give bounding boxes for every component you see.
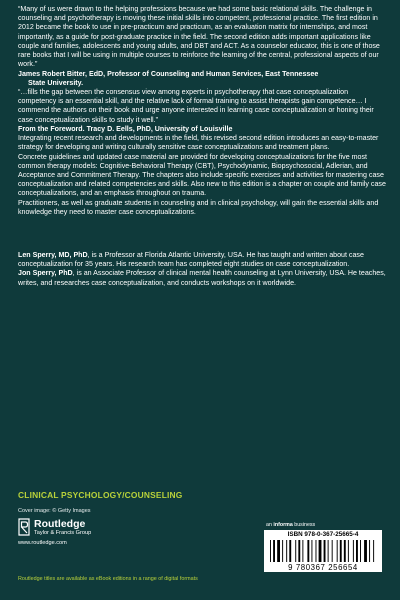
barcode-bar: [337, 540, 338, 562]
author-text-1: , is a Professor at Florida Atlantic University, USA. He has taught and written about case conceptualization for 35 years. His research team has completed eight studies on case conceptualization.: [18, 251, 364, 269]
barcode-bar: [340, 540, 342, 562]
barcode-bar: [298, 540, 300, 562]
barcode-bar: [311, 540, 312, 562]
publisher-block: [18, 518, 158, 558]
cover-image-credit: Cover image: © Getty Images: [18, 508, 91, 514]
barcode-bar: [356, 540, 358, 562]
blurb-paragraph-3: Practitioners, as well as graduate students in counseling and in clinical psychology, will gain the essential skills and knowledge they need to master case conceptualizations.: [18, 198, 379, 216]
barcode-bar: [373, 540, 374, 562]
attribution-line-1: James Robert Bitter, EdD, Professor of Counseling and Human Services, East Tennessee: [18, 69, 319, 78]
author-bio-2: [18, 269, 386, 287]
barcode-bar: [348, 540, 349, 562]
informa-word: informa: [273, 522, 293, 528]
attribution-line-2: State University.: [28, 78, 84, 87]
barcode-number: 9 780367 256654: [288, 563, 358, 572]
endorsement-attribution-2: From the Foreword. Tracy D. Eells, PhD, University of Louisville: [18, 124, 233, 133]
barcode-bar: [277, 540, 280, 562]
barcode-bar: [324, 540, 326, 562]
barcode-bar: [360, 540, 361, 562]
author-bios: [18, 251, 386, 288]
barcode-bar: [295, 540, 296, 562]
blurb-paragraph-1: Integrating recent research and developments in the field, this revised second edition introduces an easy-to-master strategy for developing and writing culturally sensitive case conceptualizations and treatment plans.: [18, 134, 379, 152]
isbn-label: ISBN 978-0-367-25665-4: [287, 531, 359, 538]
informa-business-tagline: [266, 522, 315, 528]
subject-category: CLINICAL PSYCHOLOGY/COUNSELING: [18, 490, 183, 500]
ebook-availability-note: Routledge titles are available as eBook editions in a range of digital formats: [18, 576, 198, 582]
barcode-bar: [328, 540, 329, 562]
endorsement-attribution-1: [18, 70, 386, 88]
informa-suffix: business: [292, 522, 316, 528]
publisher-name: Routledge: [34, 518, 86, 530]
barcode-bar: [302, 540, 303, 562]
author-name-1: Len Sperry, MD, PhD: [18, 251, 88, 260]
barcode-bar: [316, 540, 317, 562]
barcode-bar: [364, 540, 367, 562]
author-name-2: Jon Sperry, PhD: [18, 269, 73, 278]
publisher-group: Taylor & Francis Group: [34, 530, 92, 536]
author-bio-1: [18, 251, 386, 269]
routledge-logo-icon: [18, 518, 30, 536]
barcode-bar: [307, 540, 309, 562]
endorsement-quote-1: “Many of us were drawn to the helping professions because we had some basic relational skills. The challenge in counseling and psychotherapy is moving these initial skills into competent, professional practice. The first edition in 2012 became the book to use in pre-practicum and practicum, as an evaluation matrix for internships, and most importantly, as a guide for post-graduate practice in the field. The second edition adds important applications like couple and families, adolescents and young adults, and DBT and ACT. As a counselor educator, this is one of those rare books that I will be using in multiple courses to reinforce the learning of the central, professional aspects of our work.”: [18, 5, 380, 69]
barcode-bar: [319, 540, 322, 562]
barcode-bar: [282, 540, 283, 562]
barcode-bar: [289, 540, 291, 562]
barcode-bar: [332, 540, 333, 562]
isbn-barcode: [264, 530, 382, 572]
barcode-bar: [286, 540, 287, 562]
barcode-bar: [353, 540, 354, 562]
barcode-bar: [369, 540, 370, 562]
blurb-paragraph-2: Concrete guidelines and updated case material are provided for developing conceptualizations for the five most common therapy models: Cognitive-Behavioral Therapy (CBT), Psychodynamic, Biopsychosocial, Adlerian, and Acceptance and Commitment Therapy. The chapters also include specific exercises and activities for mastering case conceptualization and related competencies and skills. Also new to this edition is a chapter on couple and family case conceptualizations, and an emphasis throughout on trauma.: [18, 152, 386, 198]
barcode-bar: [344, 540, 346, 562]
endorsement-quote-2: “…fills the gap between the consensus view among experts in psychotherapy that case conceptualization competency is an essential skill, and the relative lack of formal training to assist therapists gain competence… I commend the authors on their book and urge anyone interested in learning case conceptualization or honing their case conceptualization skills to study it well.”: [18, 87, 374, 124]
barcode-icon: [268, 540, 378, 562]
cover-text: [18, 5, 386, 288]
barcode-bar: [270, 540, 271, 562]
informa-prefix: an: [266, 522, 274, 528]
barcode-bar: [273, 540, 275, 562]
author-text-2: , is an Associate Professor of clinical mental health counseling at Lynn University, USA. He teaches, writes, and researches case conceptualization, and conducts workshops on it worldwide.: [18, 269, 386, 287]
publisher-url: www.routledge.com: [18, 540, 67, 546]
